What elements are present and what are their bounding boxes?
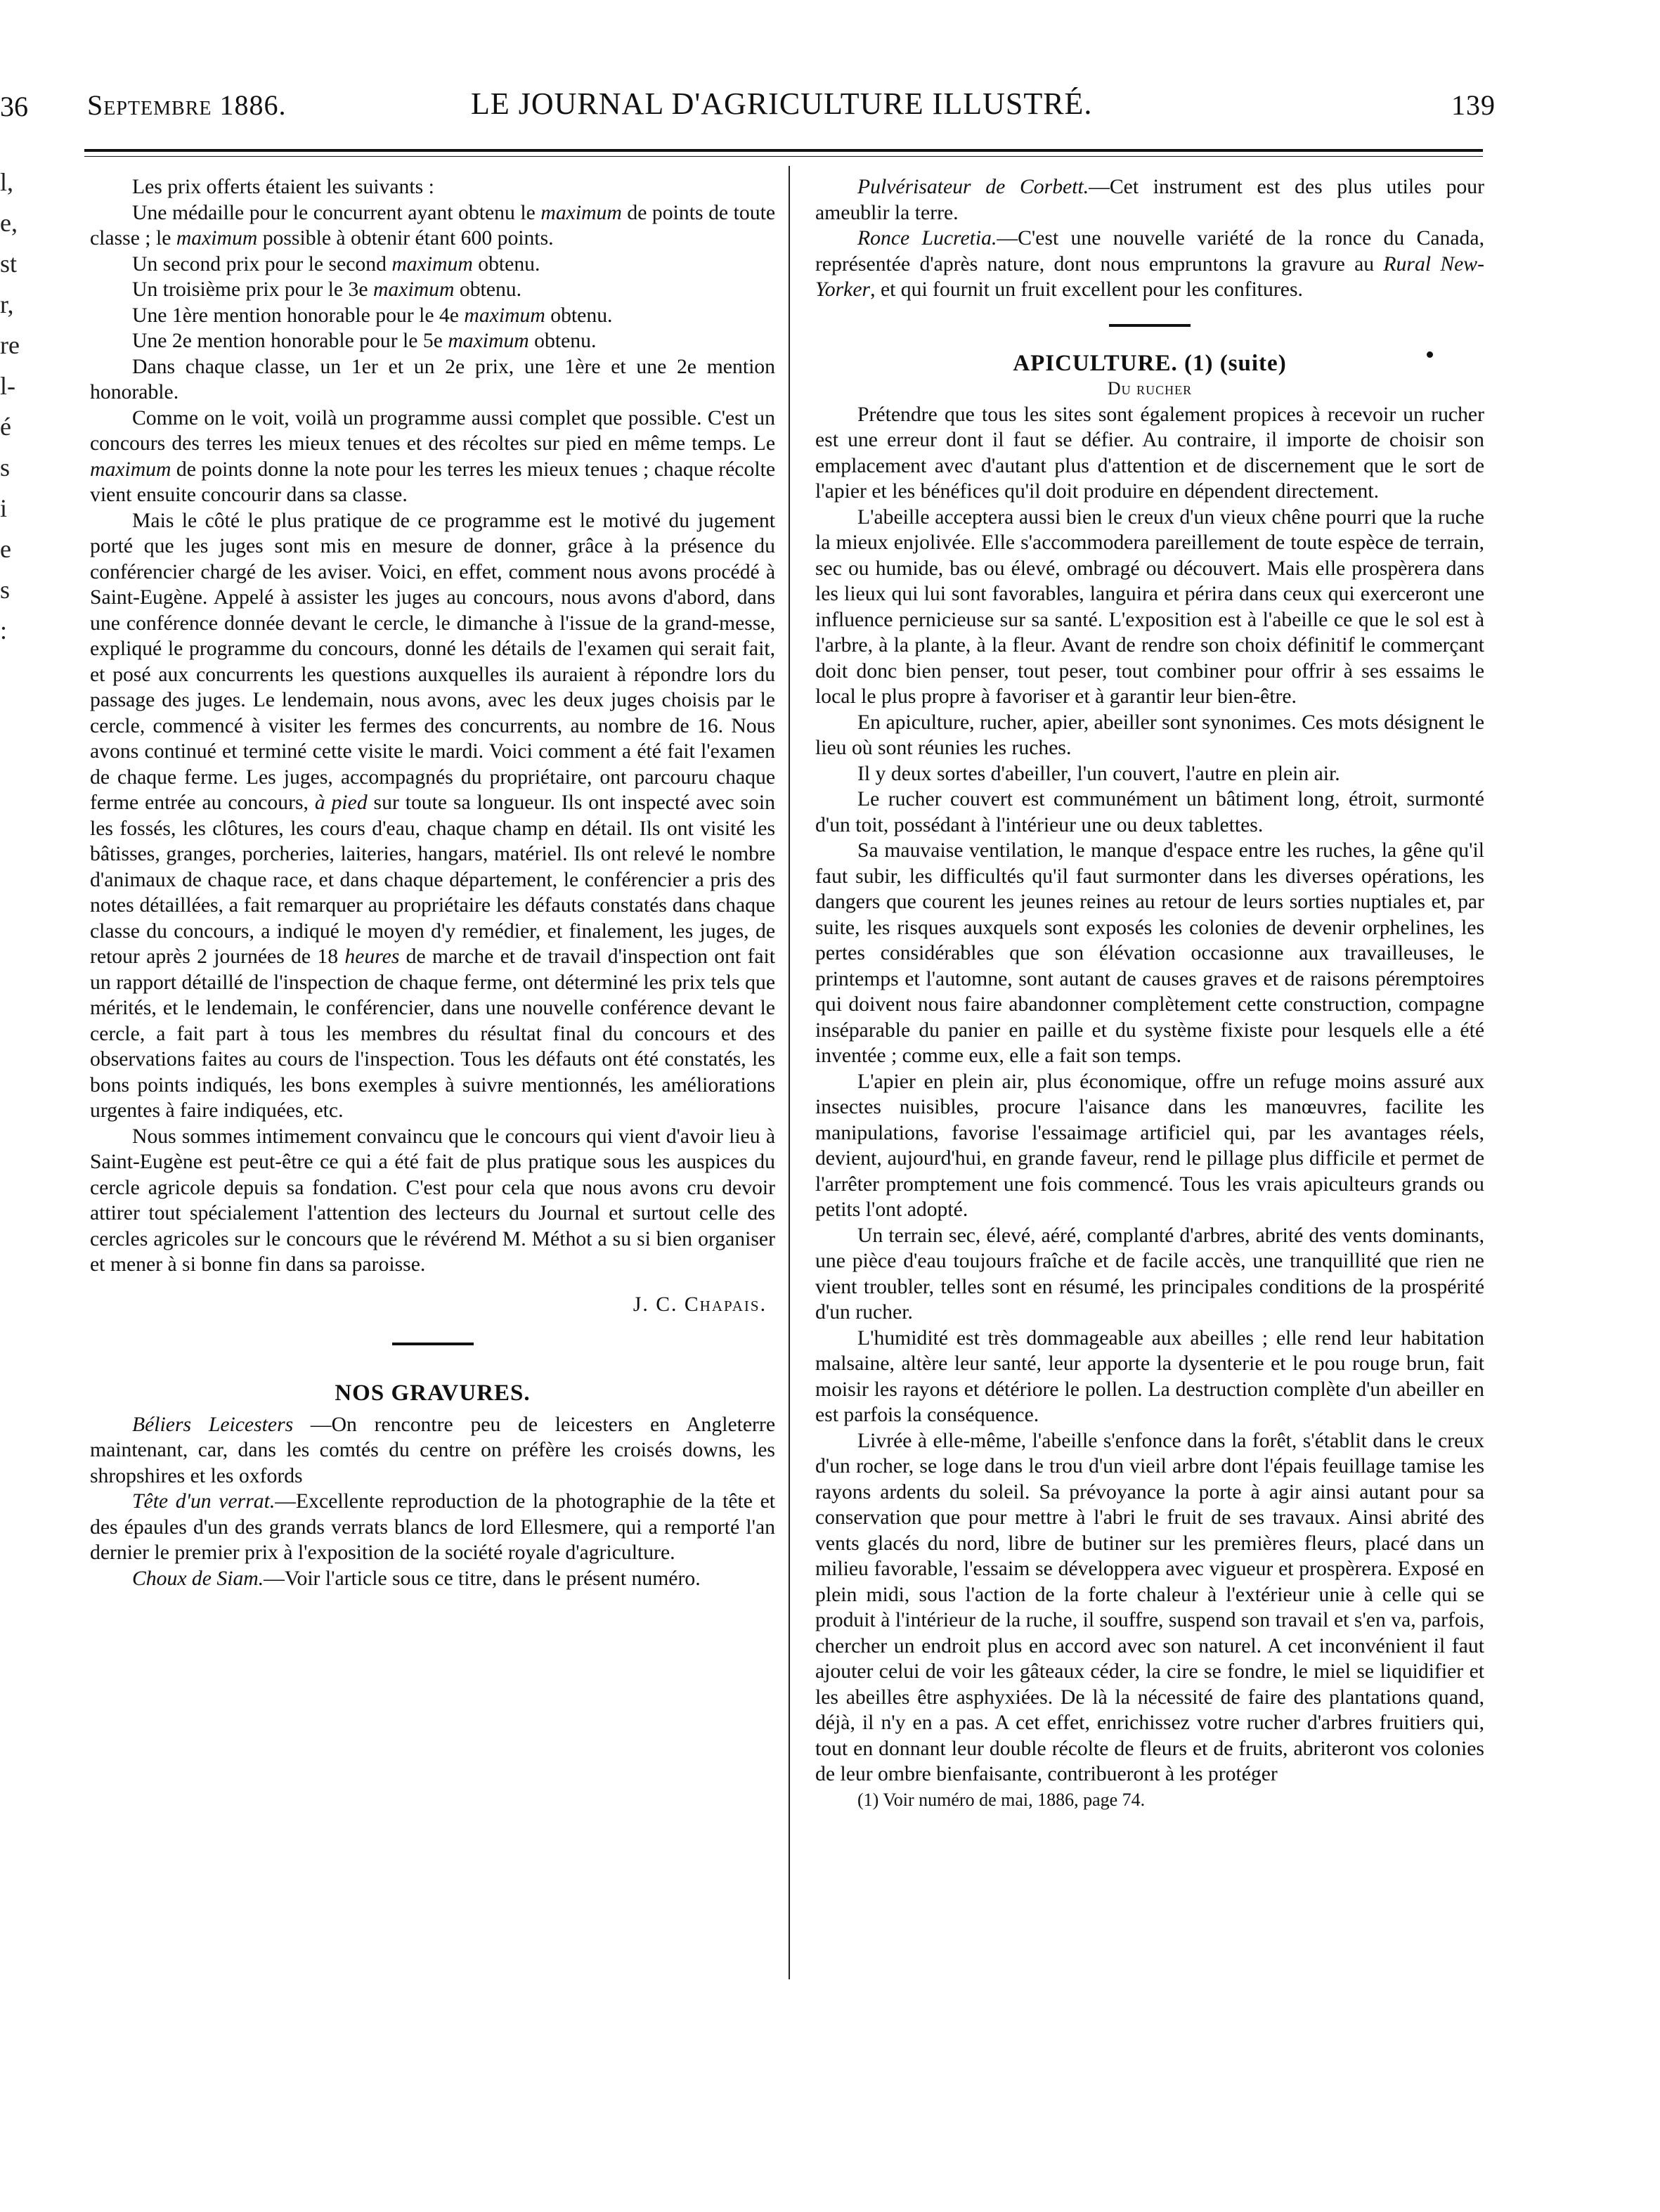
facing-page-fragments <box>0 162 21 651</box>
prize-item: Une médaille pour le concurrent ayant obtenu le maximum de points de toute classe ; le maximum possible à obtenir étant 600 points. <box>90 201 776 250</box>
prizes-intro: Les prix offerts étaient les suivants : <box>132 176 434 198</box>
section-rule <box>392 1343 474 1345</box>
page-number: 139 <box>1451 89 1496 121</box>
gravure-item: Pulvérisateur de Corbett.—Cet instrument est des plus utiles pour ameublir la terre. <box>815 176 1484 224</box>
paragraph: Le rucher couvert est communément un bâtiment long, étroit, surmonté d'un toit, possédant à l'intérieur une ou deux tablettes. <box>815 788 1484 836</box>
paragraph: Livrée à elle-même, l'abeille s'enfonce dans la forêt, s'établit dans le creux d'un rocher, se loge dans le trou d'un vieil arbre dont l'épais feuillage tamise les rayons ardents du soleil. Sa prévoyance la porte à agir ainsi autant pour sa conservation que pour mettre à l'abri le fruit de ses travaux. Ainsi abrité des vents glacés du nord, libre de butiner sur les premières fleurs, placé dans un milieu favorable, l'essaim se développera avec vigueur et prospèrera. Exposé en plein midi, sous l'action de la forte chaleur à l'extérieur unie à celle qui se produit à l'intérieur de la ruche, il souffre, suspend son travail et s'en va, parfois, chercher un endroit plus en accord avec son naturel. A cet inconvénient il faut ajouter celui de voir les gâteaux céder, la cire se fondre, le miel se liquidifier et les abeilles être asphyxiées. De là la nécessité de faire des plantations quand, déjà, il n'y en a pas. A cet effet, enrichissez votre rucher d'arbres fruitiers qui, tout en donnant leur double récolte de fleurs et de fruits, abriteront vos colonies de leur ombre bienfaisante, contribueront à les protéger <box>815 1429 1484 1785</box>
running-header <box>77 83 1511 132</box>
prize-item: Un second prix pour le second maximum obtenu. <box>132 252 540 276</box>
fragment: : <box>0 616 8 645</box>
fragment: e, <box>0 209 18 237</box>
footnote: (1) Voir numéro de mai, 1886, page 74. <box>857 1789 1146 1810</box>
fragment: r, <box>0 290 14 318</box>
fragment: i <box>0 494 8 522</box>
section-title-apiculture: APICULTURE. (1) (suite) <box>1013 350 1287 376</box>
gravure-item: Tête d'un verrat.—Excellente reproduction de la photographie de la tête et des épaules d'un des grands verrats blancs de lord Ellesmere, qui a remporté l'an dernier le premier prix à l'exposition de la société royale d'agriculture. <box>90 1490 776 1564</box>
fragment: l- <box>0 372 15 400</box>
paragraph: Mais le côté le plus pratique de ce programme est le motivé du jugement porté que les juges sont mis en mesure de donner, grâce à la présence du conférencier chargé de les aviser. Voici, en effet, comment nous avons procédé à Saint-Eugène. Appelé à assister les juges au concours, nous avons d'abord, dans une conférence donnée devant le cercle, le dimanche à l'issue de la grand-messe, expliqué le programme du concours, donné les détails de l'examen qui serait fait, et posé aux concurrents les questions auxquelles ils auraient à répondre lors du passage des juges. Le lendemain, nous avons, avec les deux juges choisis par le cercle, commencé à visiter les fermes des concurrents, au nombre de 16. Nous avons continué et terminé cette visite le mardi. Voici comment a été fait l'examen de chaque ferme. Les juges, accompagnés du propriétaire, ont parcouru chaque ferme entrée au concours, à pied sur toute sa longueur. Ils ont inspecté avec soin les fossés, les clôtures, les cours d'eau, chaque champ en détail. Ils ont visité les bâtisses, granges, porcheries, laiteries, hangars, matériel. Ils ont relevé le nombre d'animaux de chaque race, et dans chaque département, le conférencier a pris des notes détaillées, a fait remarquer au propriétaire les défauts constatés dans chaque classe du concours, a indiqué le moyen d'y remédier, et finalement, les juges, de retour après 2 journées de 18 heures de marche et de travail d'inspection ont fait un rapport détaillé de l'inspection de chaque ferme, ont déterminé les prix tels que mérités, et le lendemain, le conférencier, dans une nouvelle conférence devant le cercle, a fait part à tous les membres du résultat final du concours et des observations faites au cours de l'inspection. Tous les défauts ont été constatés, les bons points indiqués, les bons exemples à suivre mentionnés, les améliorations urgentes à faire indiquées, etc. <box>90 509 775 1122</box>
fragment: st <box>0 250 18 278</box>
header-rule-thin <box>84 156 1483 157</box>
section-rule <box>1109 324 1191 327</box>
fragment: l, <box>0 168 14 196</box>
prize-item: Une 2e mention honorable pour le 5e maximum obtenu. <box>132 330 597 352</box>
paragraph: Prétendre que tous les sites sont également propices à recevoir un rucher est une erreur dont il faut se défier. Au contraire, il importe de choisir son emplacement avec d'autant plus d'attention et de discernement que le sort de l'apier et les bénéfices qu'il doit produire en dépendent directement. <box>815 403 1484 503</box>
gravure-item: Choux de Siam.—Voir l'article sous ce titre, dans le présent numéro. <box>132 1567 701 1590</box>
print-dot <box>1427 351 1433 358</box>
header-rule <box>84 149 1483 152</box>
paragraph: Nous sommes intimement convaincu que le concours qui vient d'avoir lieu à Saint-Eugène est peut-être ce qui a été fait de plus pratique sous les auspices du cercle agricole depuis sa fondation. C'est pour cela que nous avons cru devoir attirer tout spécialement l'attention des lecteurs du Journal et surtout celle des cercles agricoles sur le concours que le révérend M. Méthot a su si bien organiser et mener à si bonne fin dans sa paroisse. <box>90 1125 775 1276</box>
paragraph: L'abeille acceptera aussi bien le creux d'un vieux chêne pourri que la ruche la mieux enjolivée. Elle s'accommodera pareillement de toute espèce de terrain, sec ou humide, bas ou élevé, ombragé ou découvert. Mais elle prospèrera dans les lieux qui lui sont favorables, languira et périra dans ceux qui exerceront une influence pernicieuse sur sa santé. L'exposition est à l'abeille ce que le sol est à l'arbre, à la plante, à la fleur. Avant de rendre son choix définitif le commerçant doit donc bien penser, tout peser, tout combiner pour offrir à ses essaims le local le plus propre à favoriser et à garantir leur bien-être. <box>815 505 1484 708</box>
fragment: e <box>0 535 11 563</box>
paragraph: En apiculture, rucher, apier, abeiller sont synonimes. Ces mots désignent le lieu où sont réunies les ruches. <box>815 711 1484 759</box>
left-column <box>90 174 775 1591</box>
right-column <box>815 174 1484 1813</box>
facing-page-number: 36 <box>0 91 28 122</box>
author-signature: J. C. Chapais. <box>633 1293 767 1316</box>
gravure-item: Béliers Leicesters —On rencontre peu de leicesters en Angleterre maintenant, car, dans les comtés du centre on préfère les croisés downs, les shropshires et les oxfords <box>90 1413 775 1487</box>
paragraph: L'humidité est très dommageable aux abeilles ; elle rend leur habitation malsaine, altère leur santé, leur apporte la dysenterie et le pou rouge brun, fait moisir les rayons et détériore le pollen. La destruction complète d'un abeiller en est parfois la conséquence. <box>815 1326 1484 1426</box>
fragment: s <box>0 576 11 604</box>
gravure-item: Ronce Lucretia.—C'est une nouvelle variété de la ronce du Canada, représentée d'après nature, dont nous empruntons la gravure au Rural New-Yorker, et qui fournit un fruit excellent pour les confitures. <box>815 227 1484 301</box>
issue-date: Septembre 1886. <box>87 89 287 121</box>
fragment: é <box>0 413 11 441</box>
paragraph: Sa mauvaise ventilation, le manque d'espace entre les ruches, la gêne qu'il faut subir, les difficultés qu'il faut surmonter dans les diverses opérations, les dangers que courent les jeunes reines au retour de leurs sorties nuptiales et, par suite, les risques auxquels sont exposés les colonies de devenir orphelines, les pertes considérables que son élévation occasionne aux travailleuses, le printemps et l'automne, sont autant de causes graves et de raisons péremptoires qui doivent nous faire abandonner complètement cette construction, compagne inséparable du panier en paille et du système fixiste pour lesquels elle a été inventée ; comme eux, elle a fait son temps. <box>815 839 1484 1067</box>
prize-item: Un troisième prix pour le 3e maximum obtenu. <box>132 278 522 301</box>
section-subtitle: Du rucher <box>1107 378 1193 399</box>
paragraph: Un terrain sec, élevé, aéré, complanté d'arbres, abrité des vents dominants, une pièce d'eau toujours fraîche et de facile accès, une tranquillité que rien ne vient troubler, telles sont en résumé, les principales conditions de la prospérité d'un rucher. <box>815 1224 1484 1324</box>
paragraph: L'apier en plein air, plus économique, offre un refuge moins assuré aux insectes nuisibles, procure l'aisance dans les manœuvres, facilite les manipulations, favorise l'essaimage artificiel qui, par les avantages réels, devient, aujourd'hui, en grande faveur, rend le pillage plus difficile et permet de l'arrêter promptement une fois commencé. Tous les vrais apiculteurs grands ou petits l'ont adopté. <box>815 1070 1484 1221</box>
classes-paragraph: Dans chaque classe, un 1er et un 2e prix, une 1ère et une 2e mention honorable. <box>90 355 775 403</box>
paragraph: Il y deux sortes d'abeiller, l'un couvert, l'autre en plein air. <box>857 762 1340 785</box>
prize-item: Une 1ère mention honorable pour le 4e maximum obtenu. <box>132 304 613 327</box>
fragment: s <box>0 453 11 481</box>
paragraph: Comme on le voit, voilà un programme aussi complet que possible. C'est un concours des terres les mieux tenues et des récoltes sur pied en même temps. Le maximum de points donne la note pour les terres les mieux tenues ; chaque récolte vient ensuite concourir dans sa classe. <box>90 406 775 506</box>
fragment: re <box>0 331 20 359</box>
journal-title: LE JOURNAL D'AGRICULTURE ILLUSTRÉ. <box>471 86 1093 121</box>
column-divider <box>789 166 790 1979</box>
section-title-gravures: NOS GRAVURES. <box>335 1380 531 1406</box>
